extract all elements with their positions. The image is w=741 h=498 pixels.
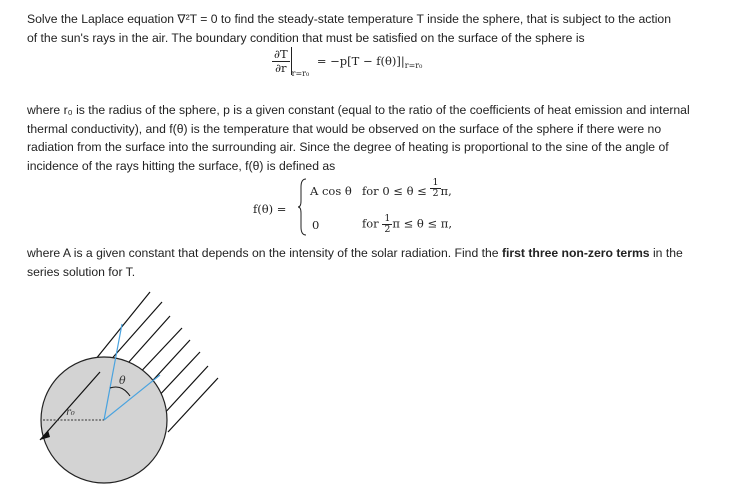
case-2-fraction — [382, 214, 392, 235]
piecewise-lhs: f(θ) = — [253, 202, 287, 216]
radius-label: r₀ — [66, 407, 75, 418]
theta-label: θ — [119, 374, 126, 387]
question-emphasis: first three non-zero terms — [501, 246, 650, 260]
ray-8 — [168, 378, 218, 432]
ray-6 — [155, 352, 200, 400]
case-1-fraction — [430, 178, 440, 199]
piecewise-case-2-value: 0 — [312, 218, 320, 232]
case-2-frac-num: 1 — [384, 213, 391, 224]
piecewise-brace — [298, 177, 308, 237]
case-1-frac-den: 2 — [432, 187, 439, 199]
definition-line-1: where r₀ is the radius of the sphere, p is a given constant (equal to the ratio of the coefficients of heat emission and internal — [27, 103, 690, 117]
case-1-tail: π, — [440, 184, 452, 198]
bc-rhs-sub: r=r₀ — [404, 61, 423, 70]
case-2-frac-den: 2 — [384, 224, 391, 235]
definition-line-4: incidence of the rays hitting the surface, f(θ) is defined as — [27, 158, 336, 173]
bc-eval-sub: r=r₀ — [291, 69, 310, 78]
piecewise-case-2-condition — [362, 214, 452, 235]
piecewise-case-1-condition — [362, 176, 452, 199]
ray-7 — [162, 366, 208, 416]
piecewise-case-1-value: A cos θ — [310, 184, 352, 198]
intro-paragraph — [27, 10, 717, 47]
question-line-1 — [27, 244, 717, 263]
bc-rhs: = −p[T − f(θ)]| — [316, 54, 405, 68]
case-1-frac-num: 1 — [432, 176, 439, 188]
definition-line-3: radiation from the surface into the surrounding air. Since the degree of heating is proportional to the sine of the angle of — [27, 140, 669, 154]
question-text-after: in the — [649, 246, 683, 260]
question-paragraph — [27, 244, 717, 281]
definition-paragraph — [27, 101, 717, 175]
intro-line-2: of the sun's rays in the air. The boundary condition that must be satisfied on the surface of the sphere is — [27, 30, 585, 45]
case-2-cond-text: for — [362, 216, 379, 231]
intro-line-1: Solve the Laplace equation ∇²T = 0 to find the steady-state temperature T inside the sphere, that is subject to the action — [27, 12, 671, 26]
bc-numerator: ∂T — [274, 46, 288, 61]
partial-derivative-fraction — [272, 48, 290, 75]
definition-line-2: thermal conductivity), and f(θ) is the temperature that would be observed on the surface of the sphere if there were no — [27, 121, 662, 136]
case-1-cond-text: for 0 ≤ θ ≤ — [362, 184, 427, 198]
case-2-tail: π ≤ θ ≤ π, — [392, 216, 452, 231]
question-line-2: series solution for T. — [27, 264, 136, 279]
boundary-condition-equation — [272, 47, 422, 78]
sphere-figure — [0, 280, 260, 498]
ray-1 — [91, 292, 150, 365]
bc-denominator: ∂r — [275, 60, 287, 75]
question-text-before: where A is a given constant that depends on the intensity of the solar radiation. Find the — [27, 246, 502, 260]
